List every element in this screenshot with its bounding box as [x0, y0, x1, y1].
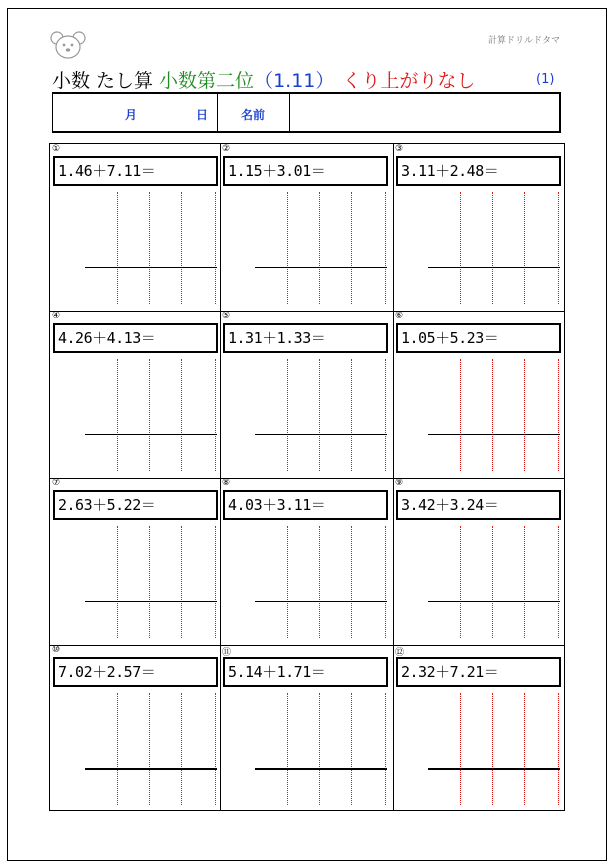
problem-cell: [393, 478, 564, 645]
answer-area[interactable]: [396, 359, 561, 474]
problem-grid: [49, 143, 565, 811]
problem-number: ②: [222, 144, 231, 154]
problem-number: ⑥: [395, 311, 404, 321]
problem-cell: [50, 645, 220, 812]
answer-area[interactable]: [396, 693, 561, 808]
problem-number: ⑫: [395, 648, 405, 658]
problem-expression: 2.63＋5.22＝: [53, 490, 218, 520]
problem-cell: [50, 311, 220, 478]
date-separator: [217, 94, 218, 131]
problem-number: ⑧: [222, 478, 231, 488]
answer-area[interactable]: [396, 526, 561, 641]
answer-area[interactable]: [223, 192, 390, 307]
answer-area[interactable]: [396, 192, 561, 307]
problem-cell: [50, 144, 220, 311]
answer-area[interactable]: [223, 693, 390, 808]
problem-cell: [220, 478, 393, 645]
answer-area[interactable]: [53, 359, 217, 474]
worksheet-title: [52, 66, 475, 93]
problem-number: ⑨: [395, 478, 404, 488]
answer-area[interactable]: [223, 359, 390, 474]
brand-label: 計算ドリルドタマ: [488, 36, 561, 46]
name-field[interactable]: [290, 94, 559, 131]
problem-expression: 5.14＋1.71＝: [223, 657, 388, 687]
mouse-logo-icon: [50, 30, 86, 60]
problem-expression: 1.46＋7.11＝: [53, 156, 218, 186]
problem-expression: 7.02＋2.57＝: [53, 657, 218, 687]
name-date-box: [52, 92, 561, 133]
problem-number: ④: [52, 311, 61, 321]
answer-area[interactable]: [53, 526, 217, 641]
sheet-number: (1): [536, 72, 555, 87]
problem-expression: 2.32＋7.21＝: [396, 657, 561, 687]
answer-area[interactable]: [223, 526, 390, 641]
title-part-2: 小数第二位: [159, 70, 255, 92]
problem-cell: [220, 311, 393, 478]
problem-expression: 4.26＋4.13＝: [53, 323, 218, 353]
problem-cell: [393, 311, 564, 478]
problem-expression: 4.03＋3.11＝: [223, 490, 388, 520]
problem-cell: [220, 645, 393, 812]
problem-number: ⑦: [52, 478, 61, 488]
problem-number: ①: [52, 144, 61, 154]
month-label: 月: [125, 108, 138, 122]
answer-area[interactable]: [53, 192, 217, 307]
title-part-3: （1.11）: [254, 70, 335, 92]
problem-cell: [393, 645, 564, 812]
title-part-1: 小数 たし算: [52, 70, 154, 92]
problem-cell: [50, 478, 220, 645]
problem-number: ⑩: [52, 645, 61, 655]
problem-cell: [393, 144, 564, 311]
title-part-4: くり上がりなし: [342, 70, 476, 92]
problem-cell: [220, 144, 393, 311]
problem-expression: 1.31＋1.33＝: [223, 323, 388, 353]
problem-number: ③: [395, 144, 404, 154]
problem-number: ⑤: [222, 311, 231, 321]
day-label: 日: [196, 108, 209, 122]
problem-expression: 1.05＋5.23＝: [396, 323, 561, 353]
name-label: 名前: [241, 108, 266, 122]
problem-expression: 1.15＋3.01＝: [223, 156, 388, 186]
problem-number: ⑪: [222, 648, 232, 658]
problem-expression: 3.11＋2.48＝: [396, 156, 561, 186]
problem-expression: 3.42＋3.24＝: [396, 490, 561, 520]
answer-area[interactable]: [53, 693, 217, 808]
